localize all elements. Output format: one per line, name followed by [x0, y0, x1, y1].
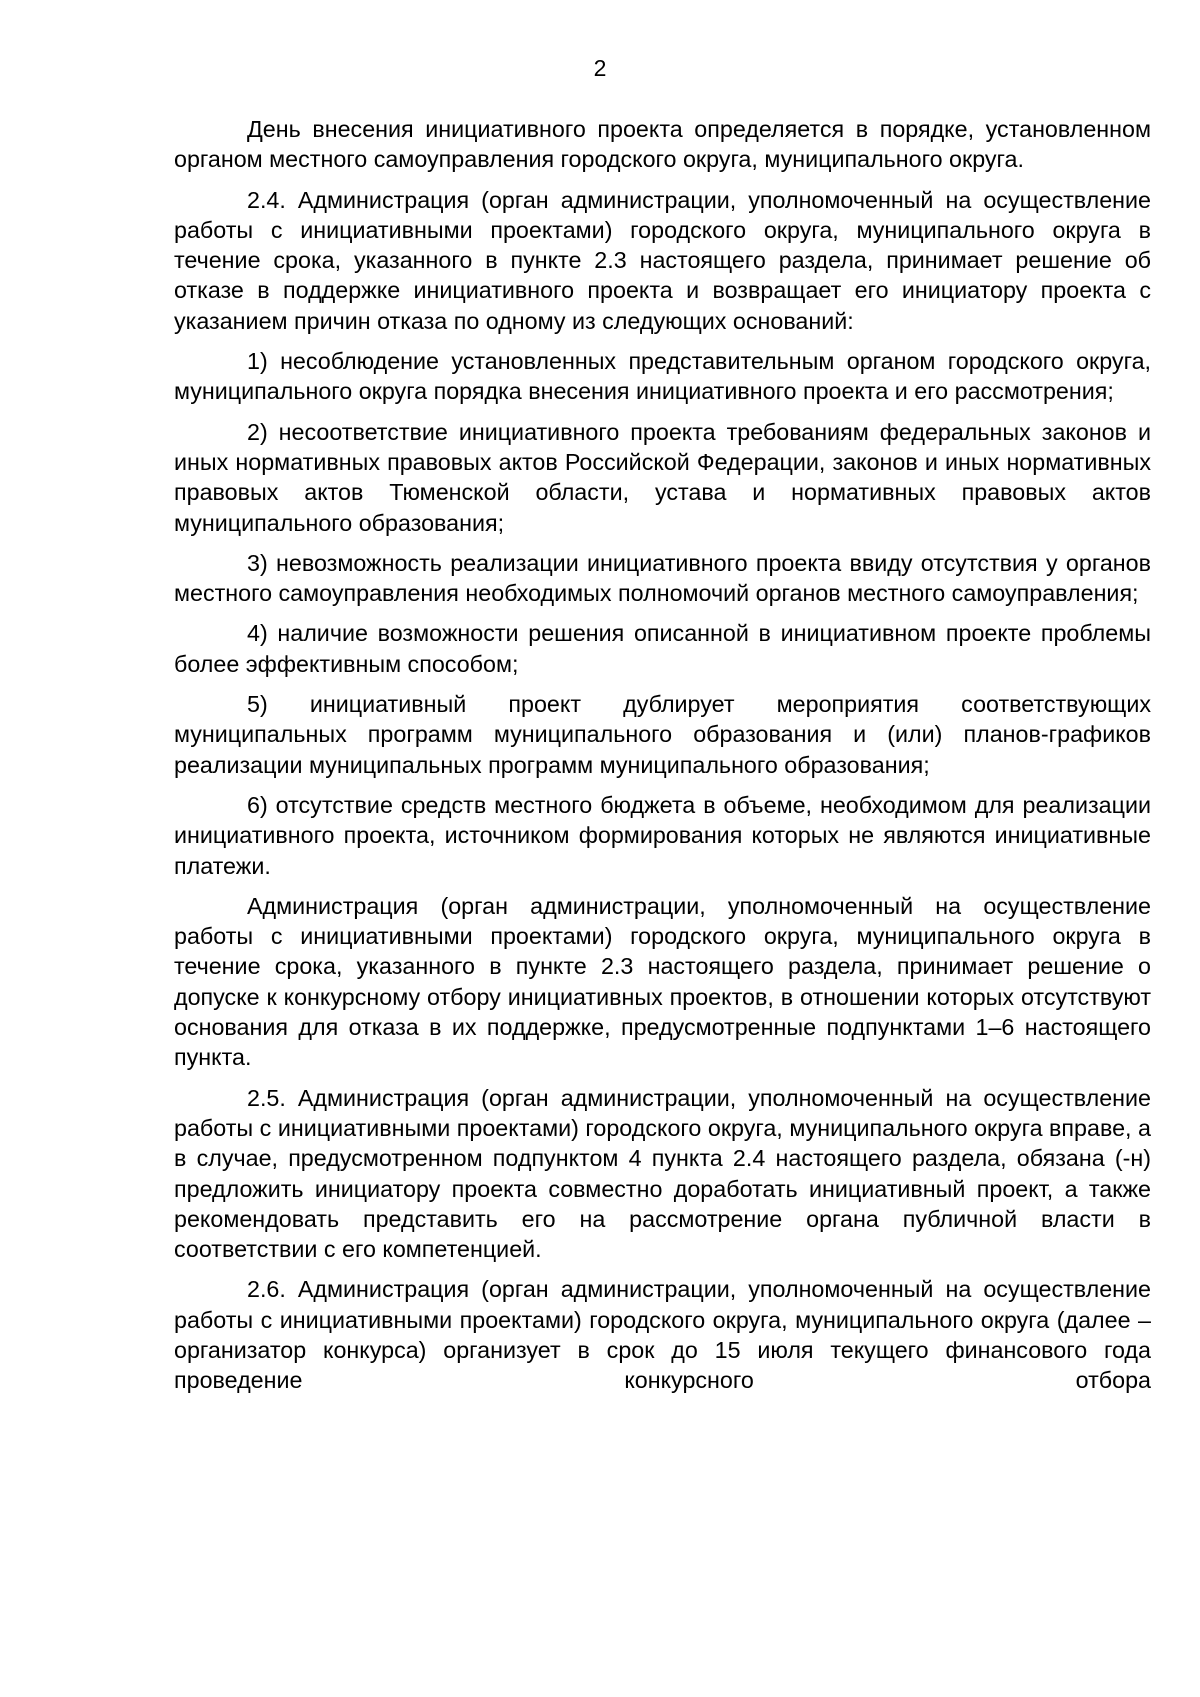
list-item-6: 6) отсутствие средств местного бюджета в объеме, необходимом для реализации инициативного проекта, источником формирования которых не являются инициативные платежи. [174, 791, 1151, 879]
list-item-5: 5) инициативный проект дублирует мероприятия соответствующих муниципальных программ муниципального образования и (или) планов-графиков реализации муниципальных программ муниципального образования; [174, 691, 1151, 778]
paragraph-submission-day: День внесения инициативного проекта определяется в порядке, установленном органом местного самоуправления городского округа, муниципального округа. [174, 116, 1151, 173]
paragraph-admission-decision: Администрация (орган администрации, уполномоченный на осуществление работы с инициативными проектами) городского округа, муниципального округа в течение срока, указанного в пункте 2.3 настоящего раздела, принимает решение о допуске к конкурсному отбору инициативных проектов, в отношении которых отсутствуют основания для отказа в их поддержке, предусмотренные подпунктами 1–6 настоящего пункта. [174, 892, 1151, 1071]
list-item-2: 2) несоответствие инициативного проекта требованиям федеральных законов и иных нормативных правовых актов Российской Федерации, законов и иных нормативных правовых актов Тюменской области, устава и нормативных правовых актов муниципального образования; [174, 418, 1151, 536]
paragraph-section-2-5: 2.5. Администрация (орган администрации, уполномоченный на осуществление работы с инициативными проектами) городского округа, муниципального округа вправе, а в случае, предусмотренном подпунктом 4 пункта 2.4 настоящего раздела, обязана (-н) предложить инициатору проекта совместно доработать инициативный проект, а также рекомендовать представить его на рассмотрение органа публичной власти в соответствии с его компетенцией. [174, 1084, 1151, 1263]
paragraph-section-2-6: 2.6. Администрация (орган администрации, уполномоченный на осуществление работы с инициативными проектами) городского округа, муниципального округа (далее – организатор конкурса) организует в срок до 15 июля текущего финансового года проведение конкурсного отбора [174, 1276, 1151, 1394]
list-item-4: 4) наличие возможности решения описанной в инициативном проекте проблемы более эффективным способом; [174, 620, 1151, 677]
page-number: 2 [593, 55, 607, 81]
list-item-3: 3) невозможность реализации инициативного проекта ввиду отсутствия у органов местного самоуправления необходимых полномочий органов местного самоуправления; [174, 549, 1151, 607]
list-item-1: 1) несоблюдение установленных представительным органом городского округа, муниципального округа порядка внесения инициативного проекта и его рассмотрения; [174, 348, 1151, 405]
document-body [174, 114, 1151, 1396]
paragraph-section-2-4: 2.4. Администрация (орган администрации, уполномоченный на осуществление работы с инициативными проектами) городского округа, муниципального округа в течение срока, указанного в пункте 2.3 настоящего раздела, принимает решение об отказе в поддержке инициативного проекта и возвращает его инициатору проекта с указанием причин отказа по одному из следующих оснований: [174, 186, 1151, 334]
